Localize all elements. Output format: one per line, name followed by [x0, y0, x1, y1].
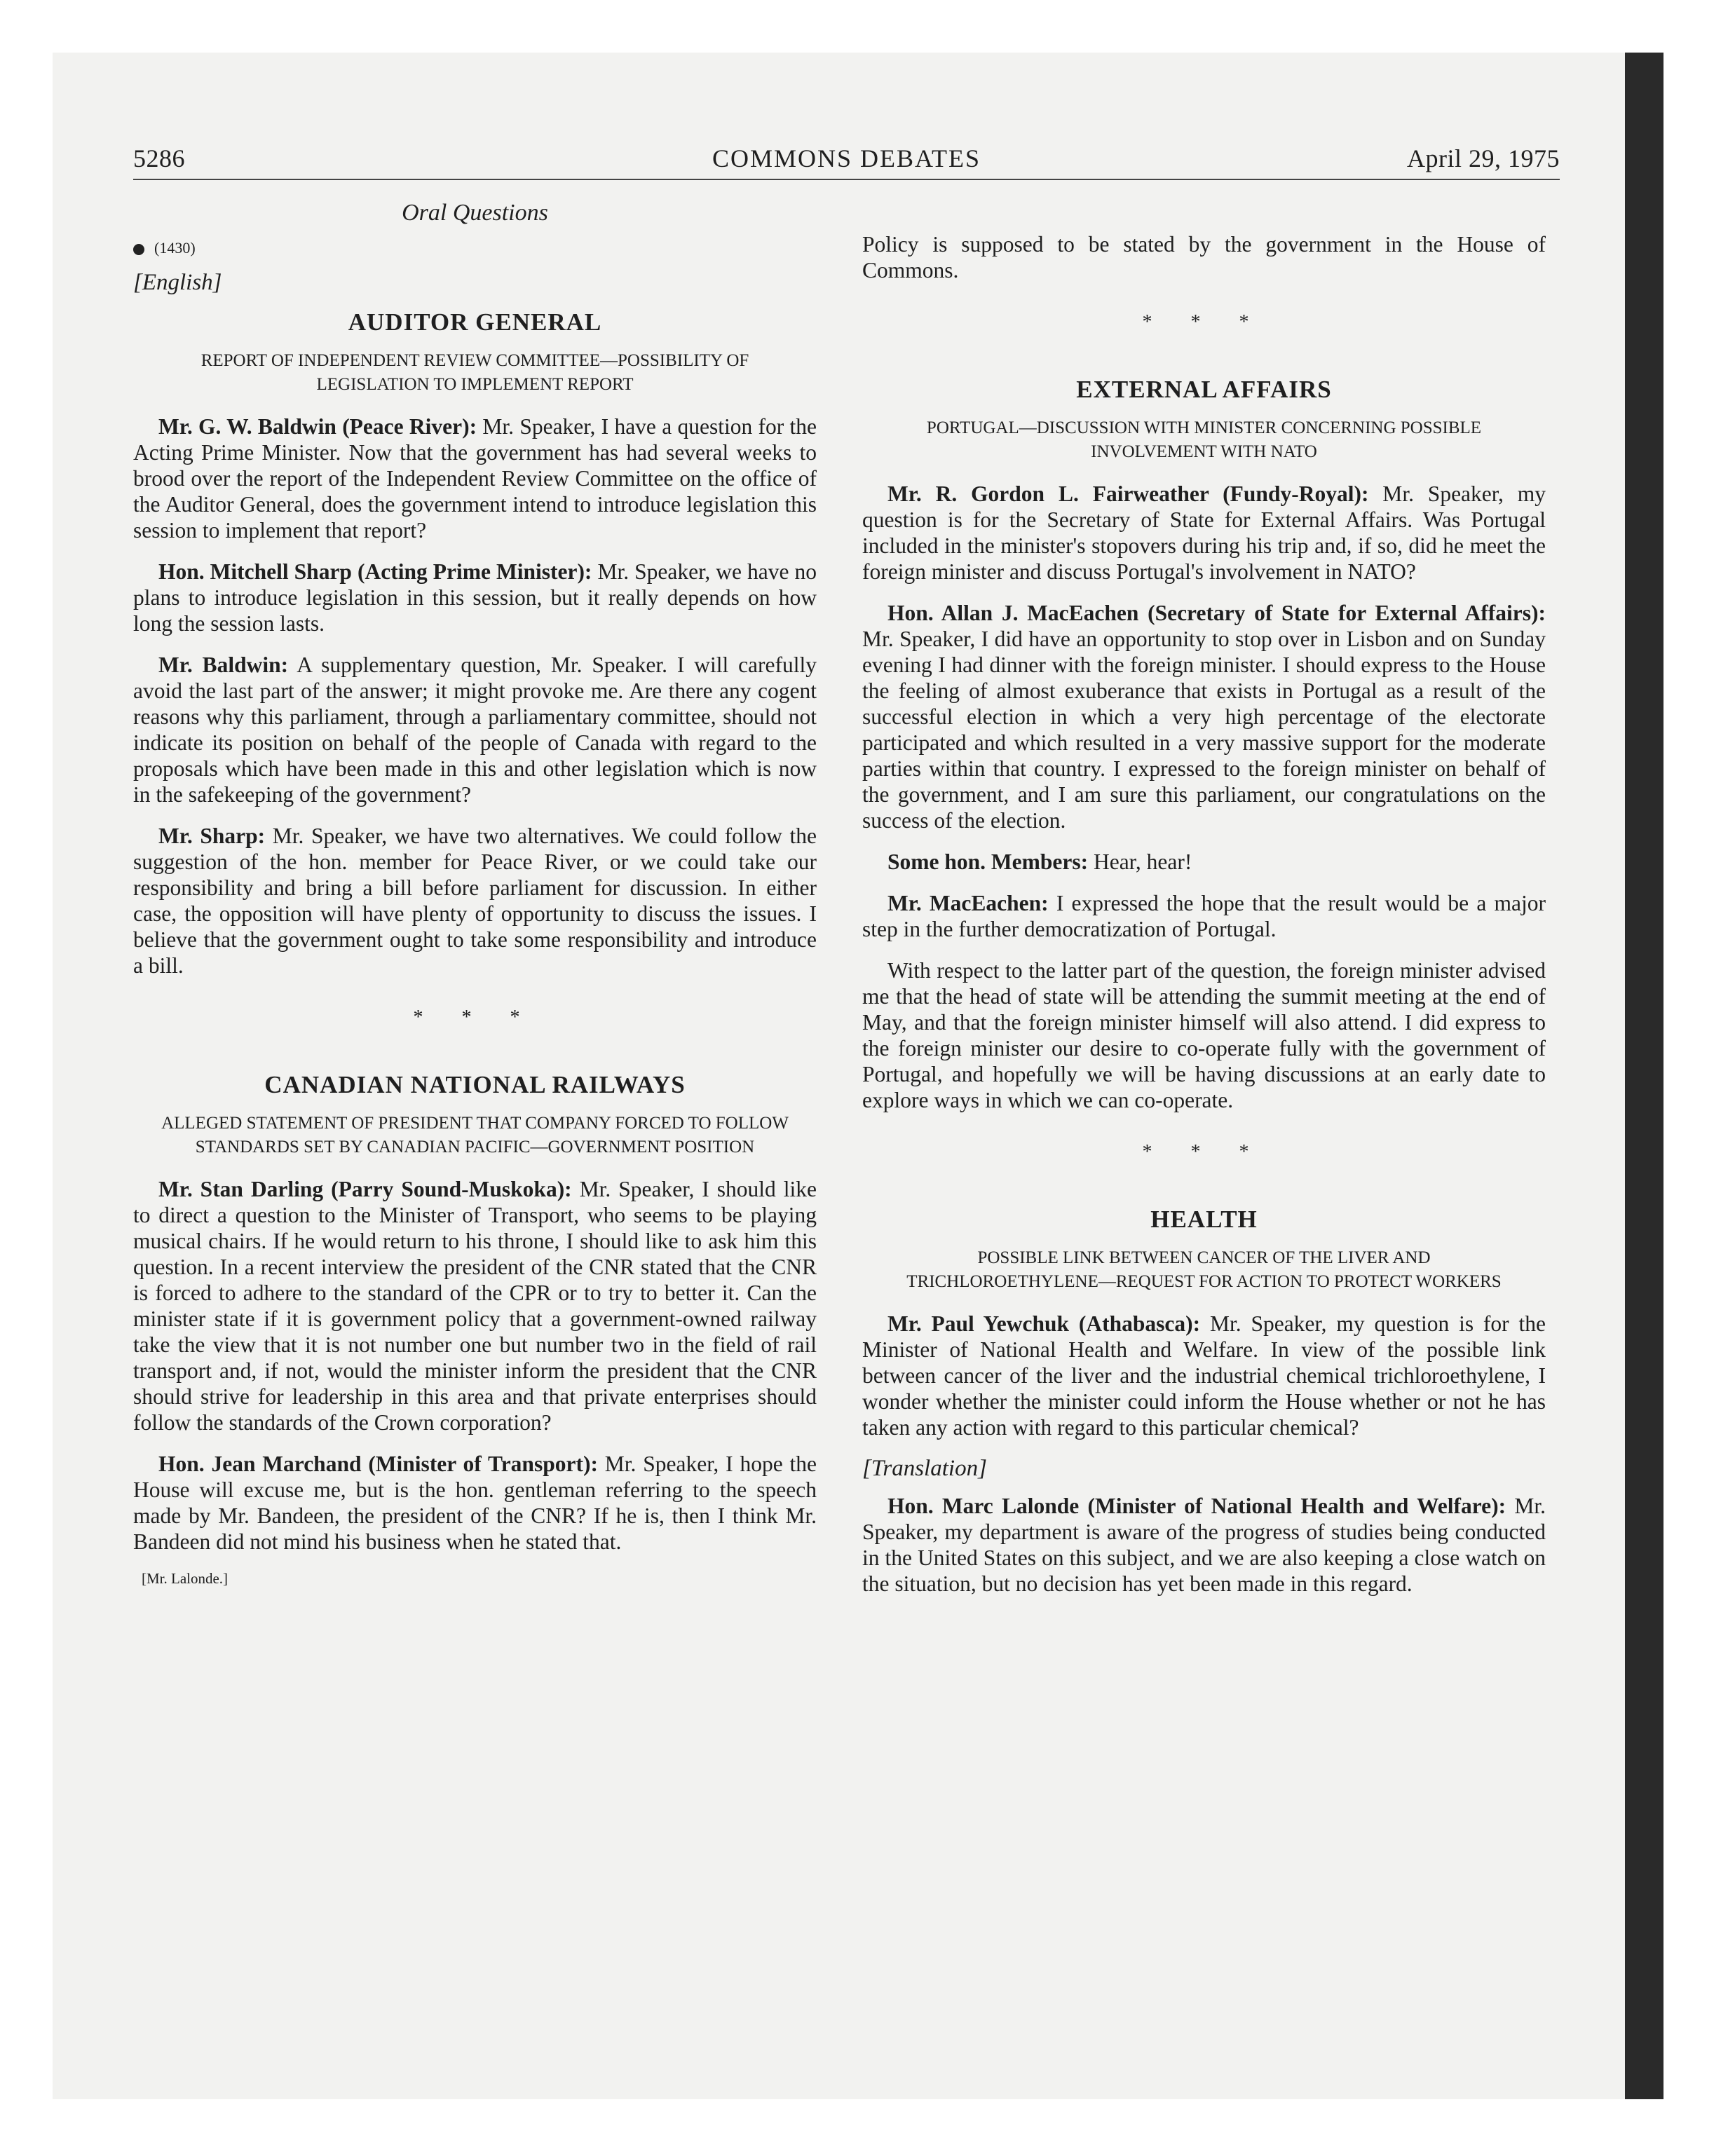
speaker-name: Mr. Sharp: [158, 824, 266, 848]
speech-paragraph [862, 600, 1546, 833]
left-column [133, 200, 817, 1588]
speaker-name: Hon. Marc Lalonde (Minister of National Health and Welfare): [887, 1494, 1506, 1518]
speaker-name: Mr. G. W. Baldwin (Peace River): [158, 414, 477, 439]
speaker-name: Mr. Stan Darling (Parry Sound-Muskoka): [158, 1177, 572, 1201]
speech-text: Mr. Speaker, I should like to direct a question to the Minister of Transport, who seems to be playing musical chairs. If he would return to his throne, I should like to ask him this question. In a recent interview the president of the CNR stated that the CNR is forced to adhere to the standard of the CPR or to try to better it. Can the minister state if it is government policy that a government-owned railway take the view that it is not number one but number two in the field of rail transport and, if not, would the minister inform the president that the CNR should strive for leadership in this area and that private enterprises should follow the standards of the Crown corporation? [133, 1177, 817, 1435]
right-column [862, 231, 1546, 1612]
speech-text: Mr. Speaker, my question is for the Minister of National Health and Welfare. In view of the possible link between cancer of the liver and the industrial chemical trichloroethylene, I wonder whether the minister could inform the House whether or not he has taken any action with regard to this particular chemical? [862, 1311, 1546, 1440]
speaker-name: Hon. Mitchell Sharp (Acting Prime Minister): [158, 559, 592, 584]
speech-text: Mr. Speaker, my department is aware of the progress of studies being conducted in the United States on this subject, and we are also keeping a close watch on the situation, but no decision has yet been made in this regard. [862, 1494, 1546, 1596]
language-note: [English] [133, 270, 222, 295]
speech-paragraph [133, 652, 817, 807]
speech-text: I expressed the hope that the result would be a major step in the further democratization of Portugal. [862, 891, 1546, 941]
speech-text: Mr. Speaker, we have two alternatives. We could follow the suggestion of the hon. member for Peace River, or we could take our responsibility and bring a bill before parliament for discussion. In either case, the opposition will have plenty of opportunity to discuss the issues. I believe that the government ought to take some responsibility and introduce a bill. [133, 824, 817, 978]
continued-paragraph: Policy is supposed to be stated by the government in the House of Commons. [862, 232, 1546, 282]
speech-paragraph [862, 890, 1546, 942]
speech-text: Mr. Speaker, my question is for the Secretary of State for External Affairs. Was Portugal included in the minister's stopovers during his trip and, if so, did he meet the foreign minister and discuss Portugal's involvement in NATO? [862, 482, 1546, 584]
section-subheading: POSSIBLE LINK BETWEEN CANCER OF THE LIVER AND TRICHLOROETHYLENE—REQUEST FOR ACTION TO PROTECT WORKERS [906, 1248, 1502, 1291]
speech-paragraph [133, 559, 817, 636]
speaker-name: Some hon. Members: [887, 850, 1089, 874]
speech-paragraph: With respect to the latter part of the question, the foreign minister advised me that the head of state will be attending the summit meeting at the end of May, and that the foreign minister himself will also attend. I did express to the foreign minister our desire to co-operate fully with the government of Portugal, and hopefully we will be having discussions at an early date to explore ways in which we can co-operate. [862, 958, 1546, 1112]
language-note: [Translation] [862, 1456, 987, 1481]
running-header [133, 144, 1560, 180]
speech-paragraph [862, 849, 1546, 875]
speaker-name: Hon. Jean Marchand (Minister of Transport): [158, 1452, 598, 1476]
section-separator: * * * [1142, 311, 1266, 333]
speech-paragraph [133, 1451, 817, 1555]
page-number: 5286 [133, 144, 185, 172]
section-subheading: ALLEGED STATEMENT OF PRESIDENT THAT COMPANY FORCED TO FOLLOW STANDARDS SET BY CANADIAN PACIFIC—GOVERNMENT POSITION [161, 1114, 789, 1157]
section-label: Oral Questions [402, 200, 548, 226]
section-separator: * * * [1142, 1141, 1266, 1163]
bullet-dot-icon [133, 244, 144, 255]
speech-paragraph [862, 1493, 1546, 1597]
speaker-name: Mr. MacEachen: [887, 891, 1049, 915]
speech-text: Mr. Speaker, I did have an opportunity to stop over in Lisbon and on Sunday evening I had dinner with the foreign minister. I should express to the House the feeling of almost exuberance that exists in Portugal as a result of the successful election in which a very high percentage of the electorate participated and which resulted in a very massive support for the moderate parties within that country. I expressed to the foreign minister on behalf of the government, and I am sure this parliament, our congratulations on the success of the election. [862, 627, 1546, 833]
section-heading-cnr: CANADIAN NATIONAL RAILWAYS [264, 1071, 686, 1098]
speaker-name: Mr. R. Gordon L. Fairweather (Fundy-Royal): [887, 482, 1369, 506]
section-heading-external-affairs: EXTERNAL AFFAIRS [1076, 376, 1332, 403]
section-separator: * * * [413, 1007, 537, 1028]
scan-edge-shadow [1625, 53, 1663, 2099]
footer-note: [Mr. Lalonde.] [142, 1570, 229, 1587]
speech-paragraph [133, 414, 817, 543]
speech-paragraph [862, 1311, 1546, 1440]
section-subheading: PORTUGAL—DISCUSSION WITH MINISTER CONCERNING POSSIBLE INVOLVEMENT WITH NATO [926, 418, 1482, 461]
section-heading-health: HEALTH [1150, 1206, 1258, 1233]
speech-paragraph [133, 823, 817, 978]
publication-title: COMMONS DEBATES [712, 144, 981, 172]
speech-text: Mr. Speaker, I hope the House will excuse me, but is the hon. gentleman referring to the speech made by Mr. Bandeen, the president of the CNR? If he is, then I think Mr. Bandeen did not mind his business when he stated that. [133, 1452, 817, 1554]
speech-text: A supplementary question, Mr. Speaker. I will carefully avoid the last part of the answer; it might provoke me. Are there any cogent reasons why this parliament, through a parliamentary committee, should not indicate its position on behalf of the people of Canada with regard to the proposals which have been made in this and other legislation which is now in the safekeeping of the government? [133, 653, 817, 807]
time-mark-text: (1430) [154, 239, 196, 257]
speaker-name: Mr. Baldwin: [158, 653, 289, 677]
speech-text: Mr. Speaker, we have no plans to introduce legislation in this session, but it really depends on how long the session lasts. [133, 559, 817, 636]
speech-paragraph [133, 1176, 817, 1435]
speech-text: Hear, hear! [1088, 850, 1192, 874]
section-heading-auditor-general: AUDITOR GENERAL [348, 308, 602, 336]
time-mark [133, 239, 817, 257]
speech-paragraph [862, 481, 1546, 585]
speech-text: Mr. Speaker, I have a question for the Acting Prime Minister. Now that the government has had several weeks to brood over the report of the Independent Review Committee on the office of the Auditor General, does the government intend to introduce legislation this session to implement that report? [133, 414, 817, 543]
section-subheading: REPORT OF INDEPENDENT REVIEW COMMITTEE—POSSIBILITY OF LEGISLATION TO IMPLEMENT REPORT [200, 351, 749, 394]
speaker-name: Hon. Allan J. MacEachen (Secretary of State for External Affairs): [887, 601, 1546, 625]
speaker-name: Mr. Paul Yewchuk (Athabasca): [887, 1311, 1201, 1336]
issue-date: April 29, 1975 [1407, 144, 1560, 172]
